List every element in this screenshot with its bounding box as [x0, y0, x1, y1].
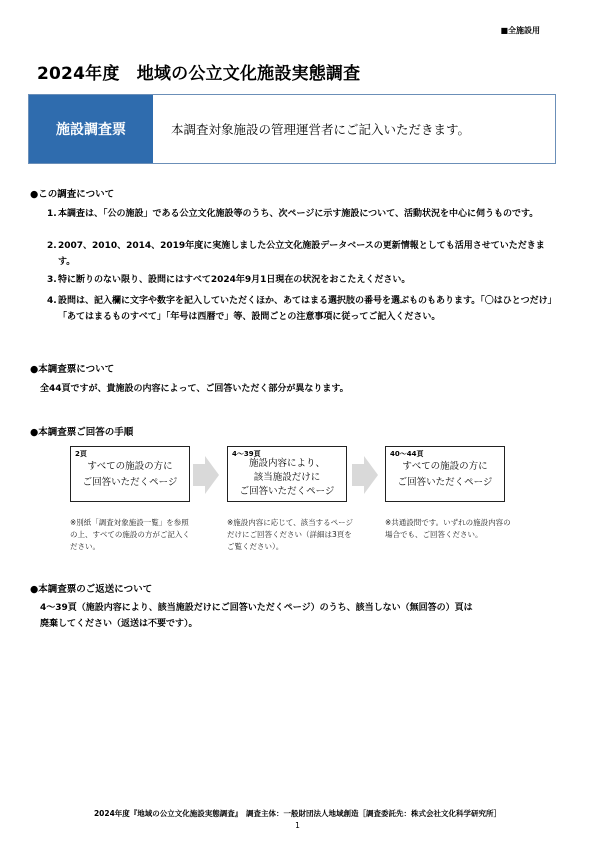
step-line: ご回答いただくページ — [82, 476, 178, 488]
about-item-3 — [47, 272, 555, 288]
step-box-3 — [385, 446, 505, 502]
item-number: 1. — [47, 209, 57, 219]
step-body — [386, 459, 504, 490]
step-line: ご回答いただくページ — [239, 486, 335, 497]
step-line: 該当施設だけに — [253, 472, 321, 483]
item-text: 設問は、記入欄に文字や数字を記入していただくほか、あてはまる選択肢の番号を選ぶものもあります。「〇はひとつだけ」「あてはまるものすべて」「年号は西暦で」等、設問ごとの注意事項に従ってご記入ください。 — [58, 296, 553, 322]
about-item-2 — [47, 238, 555, 270]
page-number: 1 — [295, 821, 300, 830]
arrow-right-icon — [352, 456, 378, 494]
steps-heading: ●本調査票ご回答の手順 — [30, 427, 134, 438]
form-info-heading: ●本調査票について — [30, 364, 115, 375]
item-text: 特に断りのない限り、設問にはすべて2024年9月1日現在の状況をおこたえください。 — [58, 275, 411, 285]
target-tag: ■全施設用 — [500, 26, 540, 35]
form-header — [28, 94, 556, 164]
step-note-2: ※施設内容に応じて、該当するページだけにご回答ください（詳細は3頁をご覧ください）。 — [227, 518, 353, 551]
step-box-1 — [70, 446, 190, 502]
step-box-2 — [227, 446, 347, 502]
step-line: 施設内容により、 — [248, 458, 325, 469]
about-item-4 — [47, 293, 555, 325]
about-heading: ●この調査について — [30, 189, 115, 200]
step-pages: 2頁 — [75, 450, 87, 458]
return-text-line-1: 4～39頁（施設内容により、該当施設だけにご回答いただくページ）のうち、該当しない（無回答の）頁は — [40, 603, 473, 613]
step-note-3: ※共通設問です。いずれの施設内容の場合でも、ご回答ください。 — [385, 518, 511, 539]
item-text: 本調査は、「公の施設」である公立文化施設等のうち、次ページに示す施設について、活動状況を中心に伺うものです。 — [58, 209, 539, 219]
page-title: 2024年度 地域の公立文化施設実態調査 — [37, 64, 361, 84]
step-pages: 40～44頁 — [390, 450, 424, 458]
step-line: すべての施設の方に — [402, 461, 488, 472]
step-pages: 4～39頁 — [232, 450, 261, 458]
item-number: 2. — [47, 241, 57, 251]
form-audience-text: 本調査対象施設の管理運営者にご記入いただきます。 — [171, 122, 471, 137]
item-number: 4. — [47, 296, 57, 306]
step-body — [228, 457, 346, 499]
form-info-text: 全44頁ですが、貴施設の内容によって、ご回答いただく部分が異なります。 — [40, 384, 349, 394]
item-text: 2007、2010、2014、2019年度に実施しました公立文化施設データベースの更新情報としても活用させていただきます。 — [58, 241, 545, 267]
step-line: ご回答いただくページ — [397, 476, 493, 488]
return-heading: ●本調査票のご返送について — [30, 584, 153, 595]
footer-text: 2024年度『地域の公立文化施設実態調査』 調査主体：一般財団法人地域創造［調査委託先：株式会社文化科学研究所］ — [93, 809, 502, 818]
step-line: すべての施設の方に — [87, 461, 173, 472]
step-note-1: ※別紙「調査対象施設一覧」を参照の上、すべての施設の方がご記入ください。 — [70, 518, 190, 551]
item-number: 3. — [47, 275, 57, 285]
about-item-1 — [47, 206, 555, 222]
arrow-right-icon — [193, 456, 219, 494]
step-body — [71, 459, 189, 490]
return-text-line-2: 廃棄してください（返送は不要です）。 — [40, 619, 198, 629]
form-type-label: 施設調査票 — [29, 95, 153, 163]
